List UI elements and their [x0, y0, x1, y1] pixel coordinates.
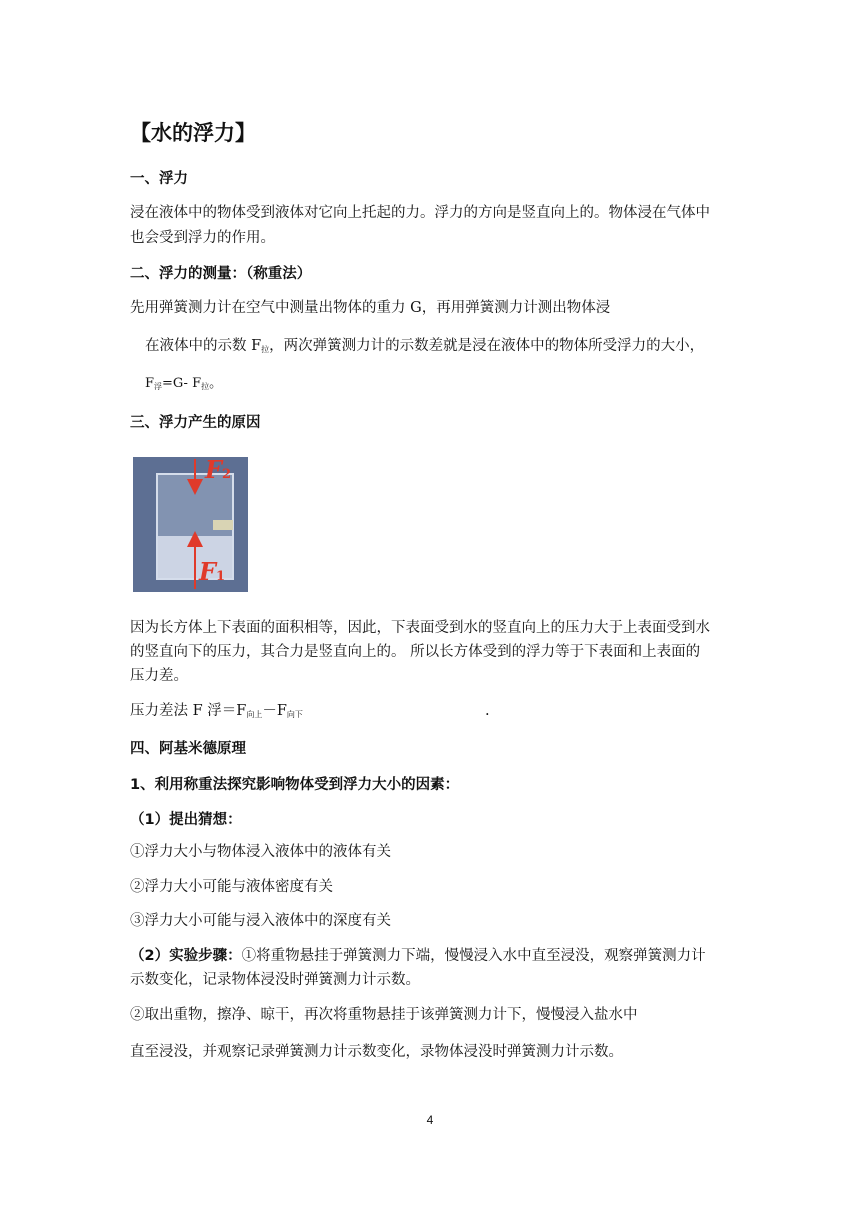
list-item: ②浮力大小可能与液体密度有关	[130, 879, 333, 895]
formula-pressure-difference: 压力差法 F 浮$=F_{向上}-F_{向下}$	[130, 703, 303, 719]
buoyancy-figure	[133, 457, 248, 592]
paragraph-line: 直至浸没，并观察记录弹簧测力计示数变化，录物体浸没时弹簧测力计示数。	[130, 1044, 623, 1060]
page-title: 【水的浮力】	[130, 121, 256, 145]
heading-cause: 三、浮力产生的原因	[130, 415, 261, 431]
paragraph-line: 浸在液体中的物体受到液体对它向上托起的力。浮力的方向是竖直向上的。物体浸在气体中	[130, 205, 710, 221]
force-label-f2: F2	[205, 457, 232, 484]
page-number: 4	[426, 1113, 434, 1127]
list-item: ①浮力大小与物体浸入液体中的液体有关	[130, 844, 391, 860]
paragraph-line: ②取出重物，擦净、晾干，再次将重物悬挂于该弹簧测力计下，慢慢浸入盐水中	[130, 1007, 638, 1023]
subheading-experiment: 1、利用称重法探究影响物体受到浮力大小的因素：	[130, 777, 460, 793]
heading-archimedes: 四、阿基米德原理	[130, 741, 246, 757]
heading-measurement: 二、浮力的测量：（称重法）	[130, 266, 312, 282]
paragraph-line: 因为长方体上下表面的面积相等，因此，下表面受到水的竖直向上的压力大于上表面受到水	[130, 620, 710, 636]
heading-buoyancy: 一、浮力	[130, 171, 188, 187]
step-hypothesis: （1）提出猜想：	[130, 812, 242, 828]
paragraph-line: 压力差。	[130, 668, 188, 684]
paragraph-line: 的竖直向下的压力，其合力是竖直向上的。 所以长方体受到的浮力等于下表面和上表面的	[130, 644, 701, 660]
paragraph-line: 先用弹簧测力计在空气中测量出物体的重力 G，再用弹簧测力计测出物体浸	[130, 300, 611, 316]
formula-trailing-dot: .	[485, 703, 490, 719]
paragraph-line: 在液体中的示数 $F_拉$，两次弹簧测力计的示数差就是浸在液体中的物体所受浮力的大小，	[145, 338, 705, 354]
paragraph-line: 也会受到浮力的作用。	[130, 230, 275, 246]
step-procedure-line: （2）实验步骤：①将重物悬挂于弹簧测力下端，慢慢浸入水中直至浸没，观察弹簧测力计	[130, 948, 706, 964]
force-label-f1: F1	[199, 557, 226, 586]
paragraph-line: 示数变化，记录物体浸没时弹簧测力计示数。	[130, 972, 420, 988]
formula-weighing: $F_浮=G-$ $F_拉$。	[145, 376, 223, 391]
list-item: ③浮力大小可能与浸入液体中的深度有关	[130, 913, 391, 929]
